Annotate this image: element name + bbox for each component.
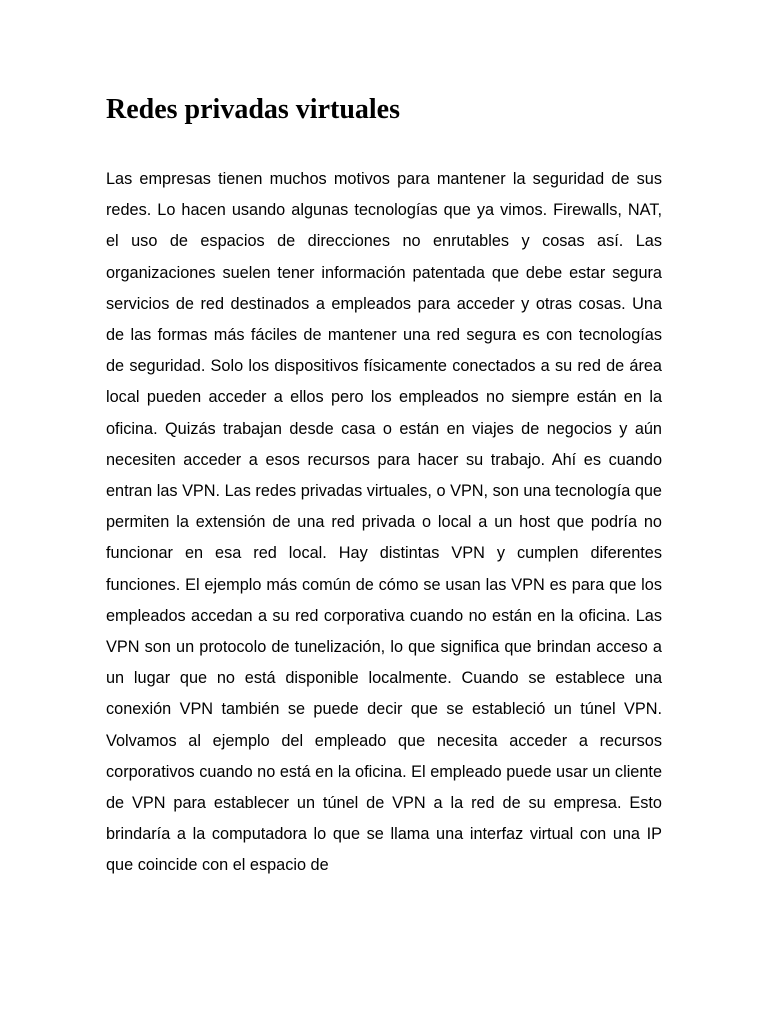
body-paragraph: Las empresas tienen muchos motivos para mantener la seguridad de sus redes. Lo hacen usando algunas tecnologías que ya vimos. Firewalls, NAT, el uso de espacios de direcciones no enrutables y cosas así. Las organizaciones suelen tener información patentada que debe estar segura servicios de red destinados a empleados para acceder y otras cosas. Una de las formas más fáciles de mantener una red segura es con tecnologías de seguridad. Solo los dispositivos físicamente conectados a su red de área local pueden acceder a ellos pero los empleados no siempre están en la oficina. Quizás trabajan desde casa o están en viajes de negocios y aún necesiten acceder a esos recursos para hacer su trabajo. Ahí es cuando entran las VPN. Las redes privadas virtuales, o VPN, son una tecnología que permiten la extensión de una red privada o local a un host que podría no funcionar en esa red local. Hay distintas VPN y cumplen diferentes funciones. El ejemplo más común de cómo se usan las VPN es para que los empleados accedan a su red corporativa cuando no están en la oficina. Las VPN son un protocolo de tunelización, lo que significa que brindan acceso a un lugar que no está disponible localmente. Cuando se establece una conexión VPN también se puede decir que se estableció un túnel VPN. Volvamos al ejemplo del empleado que necesita acceder a recursos corporativos cuando no está en la oficina. El empleado puede usar un cliente de VPN para establecer un túnel de VPN a la red de su empresa. Esto brindaría a la computadora lo que se llama una interfaz virtual con una IP que coincide con el espacio de xyxy=(106,170,662,875)
document-title: Redes privadas virtuales xyxy=(106,94,400,125)
